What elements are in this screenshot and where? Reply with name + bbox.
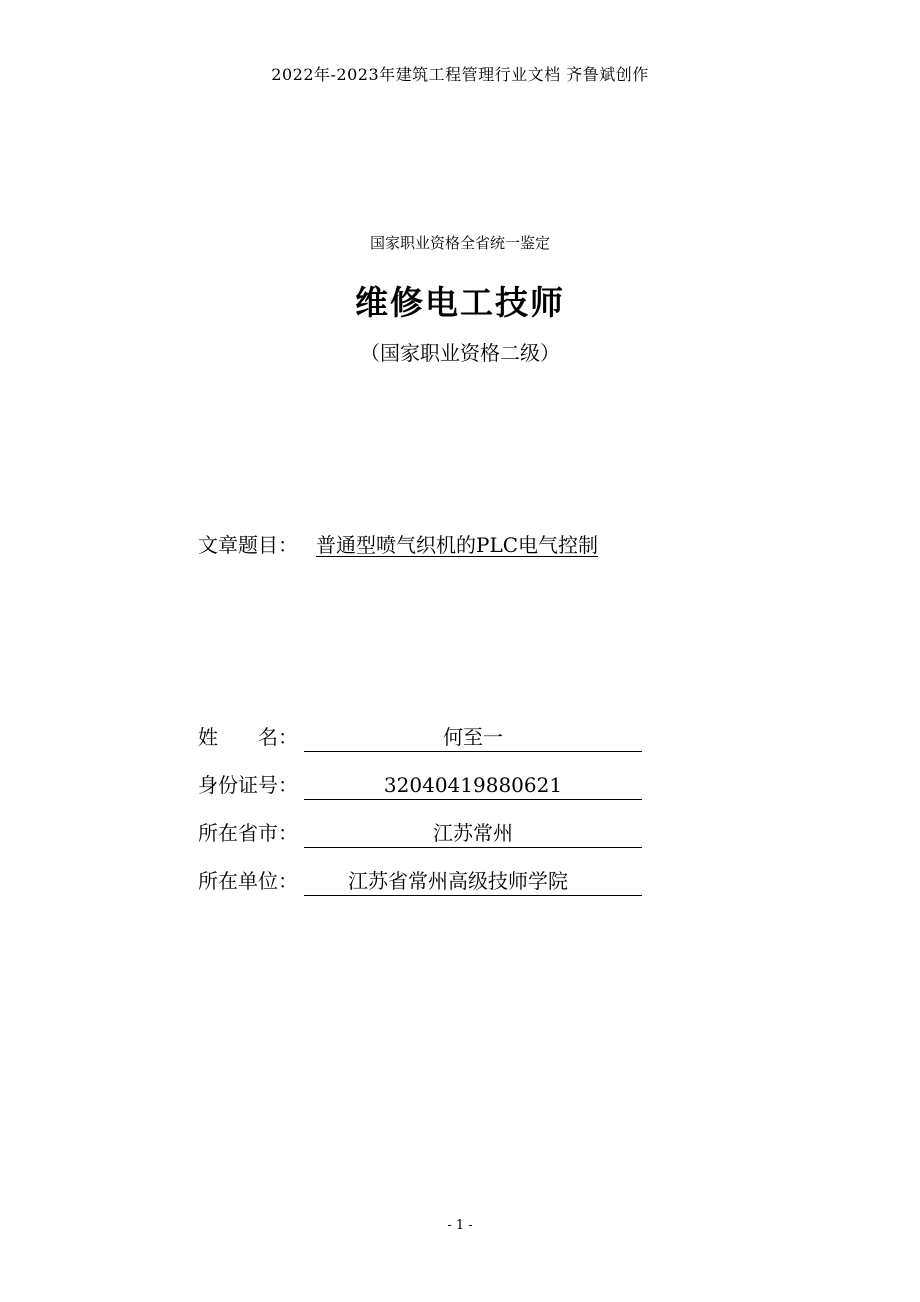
unit-value: 江苏省常州高级技师学院	[348, 869, 568, 893]
name-label: 姓 名：	[198, 725, 298, 749]
unit-label: 所在单位：	[198, 869, 298, 893]
city-label: 所在省市：	[198, 821, 298, 845]
name-value-line	[304, 722, 642, 752]
page-title: 维修电工技师	[355, 283, 565, 322]
id-number-row	[198, 770, 642, 800]
exam-line: 国家职业资格全省统一鉴定	[369, 234, 550, 252]
article-title-row	[198, 530, 598, 560]
unit-value-line	[304, 866, 642, 896]
article-title-label: 文章题目：	[198, 533, 298, 557]
city-value-line	[304, 818, 642, 848]
unit-row	[198, 866, 642, 896]
city-value: 江苏常州	[433, 821, 513, 845]
city-row	[198, 818, 642, 848]
id-number-value-line	[304, 770, 642, 800]
name-value: 何至一	[443, 725, 503, 749]
running-header: 2022年-2023年建筑工程管理行业文档 齐鲁斌创作	[271, 65, 649, 84]
name-row	[198, 722, 642, 752]
article-title-value: 普通型喷气织机的PLC电气控制	[316, 533, 599, 557]
qualification-level: （国家职业资格二级）	[360, 341, 560, 365]
id-number-label: 身份证号：	[198, 773, 298, 797]
id-number-value: 32040419880621	[383, 773, 563, 797]
page-number: - 1 -	[447, 1218, 473, 1233]
